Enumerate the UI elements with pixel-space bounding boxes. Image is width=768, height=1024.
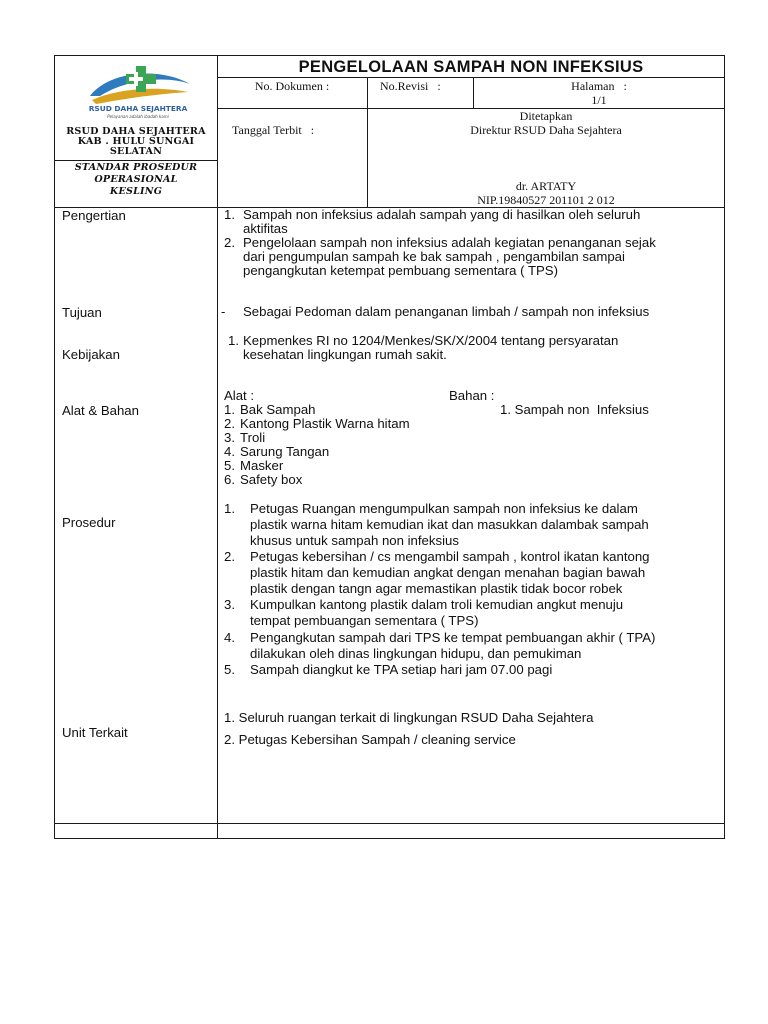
- prosedur-item-line: Sampah diangkut ke TPA setiap hari jam 07.00 pagi: [250, 662, 553, 677]
- alat-heading: Alat :: [224, 388, 255, 403]
- label-pengertian: Pengertian: [62, 208, 126, 223]
- alat-item-text: Masker: [240, 458, 284, 473]
- title-row-border: [217, 77, 725, 78]
- signer-name: dr. ARTATY: [515, 179, 577, 193]
- unit-terkait-item-1: [224, 711, 594, 725]
- table-right-border: [724, 55, 725, 839]
- prosedur-item-line: plastik warna hitam kemudian ikat dan masukkan dalambak sampah: [250, 517, 649, 532]
- alat-item: [224, 431, 265, 445]
- column-divider: [217, 55, 218, 839]
- alat-item: [224, 445, 329, 459]
- prosedur-item-num: 3.: [224, 597, 235, 612]
- document-title: PENGELOLAAN SAMPAH NON INFEKSIUS: [298, 58, 644, 76]
- halaman-value: 1/1: [591, 93, 607, 107]
- spo-line2: OPERASIONAL: [94, 174, 178, 185]
- alat-item: [224, 403, 316, 417]
- kebijakan-num: 1.: [228, 333, 239, 348]
- alat-item-text: Safety box: [240, 472, 303, 487]
- pengertian-item-line: Pengelolaan sampah non infeksius adalah kegiatan penanganan sejak: [243, 235, 656, 250]
- prosedur-item-line: khusus untuk sampah non infeksius: [250, 533, 459, 548]
- alat-item-text: Bak Sampah: [240, 402, 316, 417]
- org-name-line3: SELATAN: [109, 146, 163, 157]
- prosedur-item-num: 2.: [224, 549, 235, 564]
- prosedur-item-line: Petugas kebersihan / cs mengambil sampah , kontrol ikatan kantong: [250, 549, 650, 564]
- org-name-line1: RSUD DAHA SEJAHTERA: [66, 126, 206, 137]
- no-dokumen-label: No. Dokumen :: [254, 79, 330, 93]
- table-bottom-border: [54, 838, 725, 839]
- pengertian-item-num: 2.: [224, 235, 235, 250]
- label-tujuan: Tujuan: [62, 305, 102, 320]
- bahan-item-num: 1.: [500, 402, 511, 417]
- bahan-item: [500, 403, 649, 417]
- alat-item-text: Troli: [240, 430, 266, 445]
- org-name-line2: KAB . HULU SUNGAI: [77, 136, 195, 147]
- kebijakan-line: kesehatan lingkungan rumah sakit.: [243, 347, 447, 362]
- no-revisi-label: No.Revisi :: [380, 79, 441, 93]
- alat-item-num: 1.: [224, 402, 235, 417]
- body-bottom-border: [54, 823, 725, 824]
- spo-line3: KESLING: [109, 186, 163, 197]
- label-prosedur: Prosedur: [62, 515, 116, 530]
- pengertian-item-num: 1.: [224, 207, 235, 222]
- prosedur-item-line: tempat pembuangan sementara ( TPS): [250, 613, 479, 628]
- pengertian-item-line: pengangkutan ketempat pembuang sementara ( TPS): [243, 263, 558, 278]
- alat-item-num: 3.: [224, 430, 235, 445]
- pengertian-item-line: dari pengumpulan sampah ke bak sampah , pengambilan sampai: [243, 249, 625, 264]
- pengertian-item-line: aktifitas: [243, 221, 288, 236]
- logo-row-border: [54, 160, 217, 161]
- logo-tagline-text: Pelayanan adalah ibadah kami: [107, 114, 169, 119]
- alat-item: [224, 459, 283, 473]
- table-top-border: [54, 55, 725, 56]
- alat-item-text: Kantong Plastik Warna hitam: [240, 416, 410, 431]
- alat-item: [224, 473, 302, 487]
- hospital-logo-graphic: [78, 62, 198, 120]
- tujuan-dash: -: [221, 304, 226, 319]
- bahan-heading: Bahan :: [449, 388, 495, 403]
- prosedur-item-line: plastik hitam dan kemudian angkat dengan menahan bagian bawah: [250, 565, 646, 580]
- unit-item-num: 1.: [224, 710, 235, 725]
- alat-item-num: 4.: [224, 444, 235, 459]
- alat-item-num: 5.: [224, 458, 235, 473]
- alat-item-num: 2.: [224, 416, 235, 431]
- label-unit-terkait: Unit Terkait: [62, 725, 128, 740]
- direktur-label: Direktur RSUD Daha Sejahtera: [470, 123, 622, 137]
- unit-item-text: Petugas Kebersihan Sampah / cleaning service: [238, 732, 516, 747]
- spo-line1: STANDAR PROSEDUR: [74, 162, 198, 173]
- prosedur-item-line: Pengangkutan sampah dari TPS ke tempat pembuangan akhir ( TPA): [250, 630, 656, 645]
- unit-item-num: 2.: [224, 732, 235, 747]
- logo-name-text: RSUD DAHA SEJAHTERA: [88, 104, 188, 113]
- label-kebijakan: Kebijakan: [62, 347, 120, 362]
- kebijakan-line: Kepmenkes RI no 1204/Menkes/SK/X/2004 tentang persyaratan: [243, 333, 619, 348]
- prosedur-item-line: plastik dengan tangn agar memastikan plastik tidak bocor robek: [250, 581, 623, 596]
- prosedur-item-line: Kumpulkan kantong plastik dalam troli kemudian angkut menuju: [250, 597, 624, 612]
- hospital-logo: [78, 62, 198, 120]
- alat-item-num: 6.: [224, 472, 235, 487]
- signer-nip: NIP.19840527 201101 2 012: [477, 193, 615, 207]
- unit-item-text: Seluruh ruangan terkait di lingkungan RSUD Daha Sejahtera: [238, 710, 594, 725]
- unit-terkait-item-2: [224, 733, 516, 747]
- halaman-label: Halaman :: [571, 79, 627, 93]
- bahan-item-text: Sampah non Infeksius: [514, 402, 649, 417]
- prosedur-item-line: dilakukan oleh dinas lingkungan hidupu, dan pemukiman: [250, 646, 582, 661]
- prosedur-item-num: 4.: [224, 630, 235, 645]
- alat-item: [224, 417, 410, 431]
- alat-item-text: Sarung Tangan: [240, 444, 330, 459]
- prosedur-item-line: Petugas Ruangan mengumpulkan sampah non infeksius ke dalam: [250, 501, 638, 516]
- tanggal-terbit-label: Tanggal Terbit :: [232, 123, 315, 137]
- pengertian-item-line: Sampah non infeksius adalah sampah yang di hasilkan oleh seluruh: [243, 207, 641, 222]
- prosedur-item-num: 1.: [224, 501, 235, 516]
- ditetapkan-label: Ditetapkan: [519, 109, 573, 123]
- prosedur-item-num: 5.: [224, 662, 235, 677]
- label-alat-bahan: Alat & Bahan: [62, 403, 139, 418]
- tujuan-text: Sebagai Pedoman dalam penanganan limbah / sampah non infeksius: [243, 304, 650, 319]
